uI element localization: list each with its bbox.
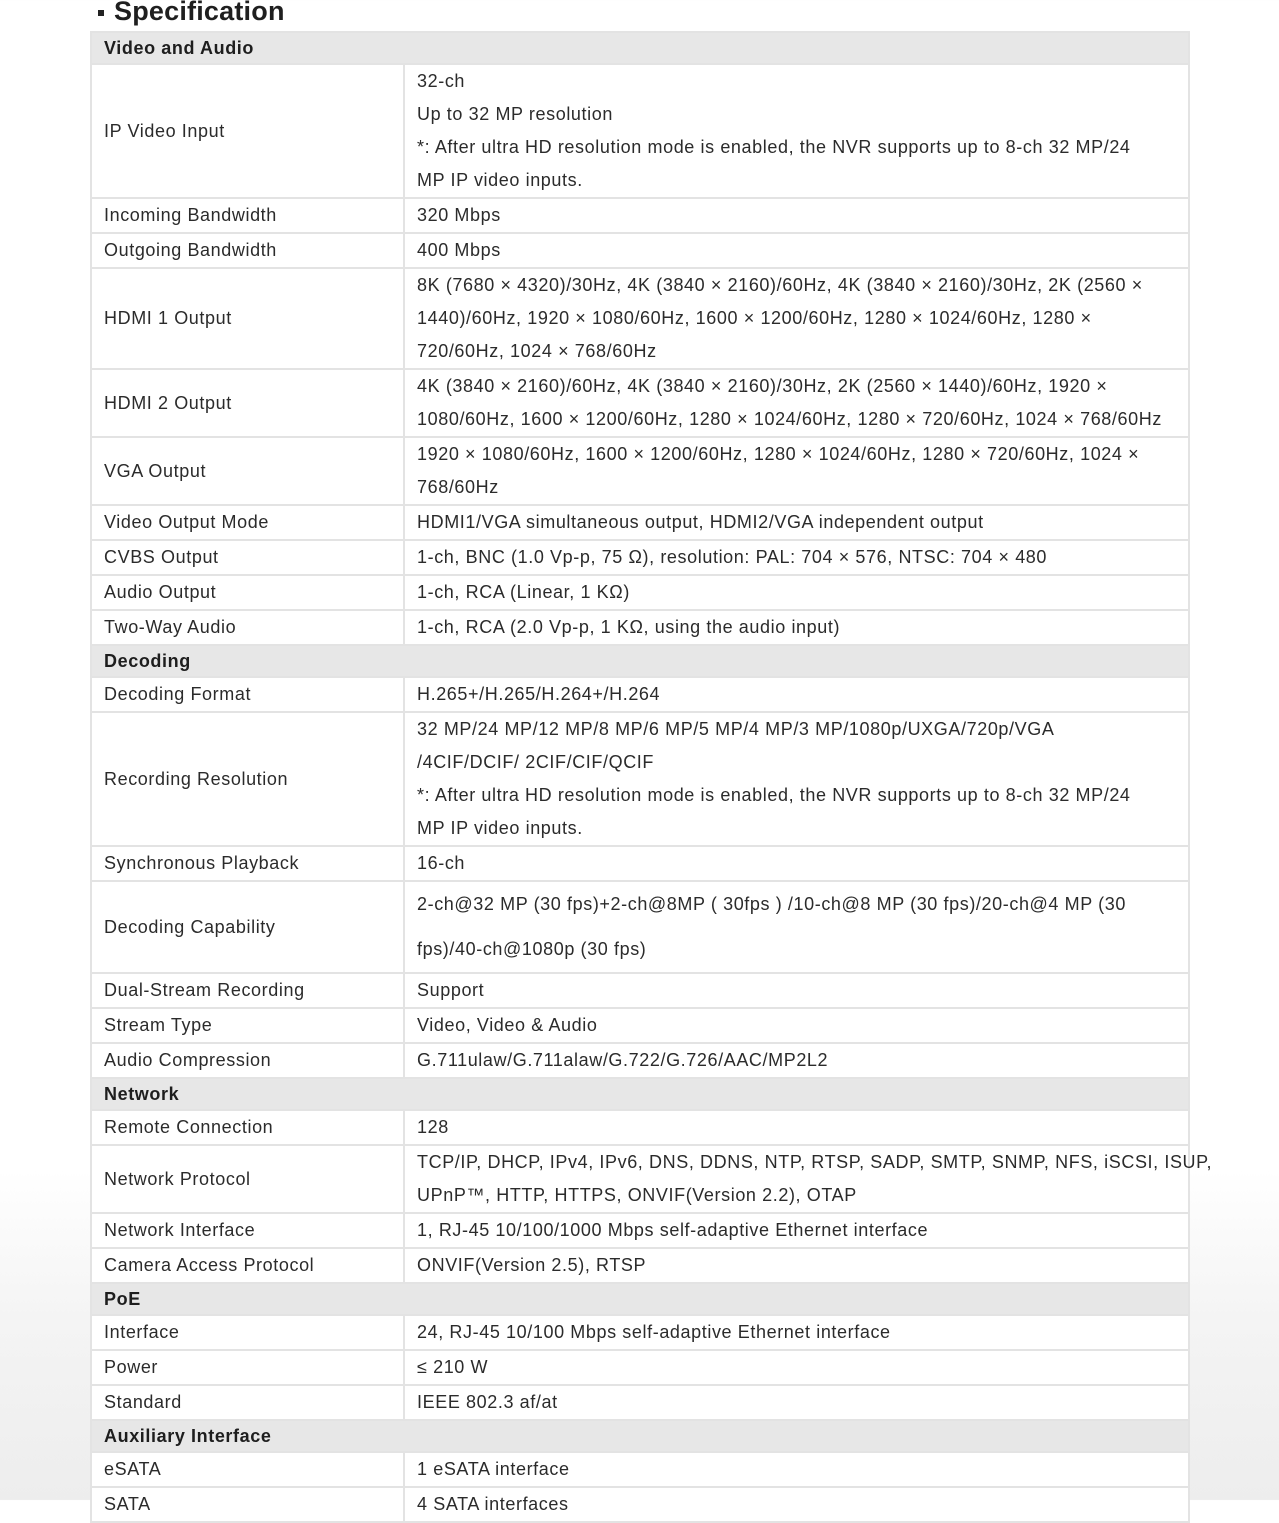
spec-value-line: 2-ch@32 MP (30 fps)+2-ch@8MP ( 30fps ) /10-ch@8 MP (30 fps)/20-ch@4 MP (30 xyxy=(417,894,1126,914)
spec-row xyxy=(91,575,1189,610)
spec-value xyxy=(404,64,1189,198)
spec-value xyxy=(404,1315,1189,1350)
spec-value-line: ONVIF(Version 2.5), RTSP xyxy=(417,1255,647,1275)
section-header-row xyxy=(91,1420,1189,1452)
spec-row xyxy=(91,1385,1189,1420)
spec-value-line: 4K (3840 × 2160)/60Hz, 4K (3840 × 2160)/30Hz, 2K (2560 × 1440)/60Hz, 1920 × xyxy=(417,376,1108,396)
spec-value xyxy=(404,1248,1189,1283)
spec-row xyxy=(91,437,1189,505)
spec-label: Remote Connection xyxy=(91,1110,404,1145)
spec-label: eSATA xyxy=(91,1452,404,1487)
spec-value xyxy=(404,1385,1189,1420)
spec-row xyxy=(91,881,1189,973)
spec-row xyxy=(91,677,1189,712)
spec-value-line: Video, Video & Audio xyxy=(417,1015,598,1035)
spec-value xyxy=(404,1452,1189,1487)
spec-value-line: 720/60Hz, 1024 × 768/60Hz xyxy=(417,341,657,361)
spec-label: Power xyxy=(91,1350,404,1385)
section-title: Auxiliary Interface xyxy=(91,1420,1189,1452)
spec-value-line: 128 xyxy=(417,1117,449,1137)
spec-label: Stream Type xyxy=(91,1008,404,1043)
spec-value xyxy=(404,1350,1189,1385)
spec-label: Interface xyxy=(91,1315,404,1350)
spec-row xyxy=(91,1350,1189,1385)
spec-value-line: /4CIF/DCIF/ 2CIF/CIF/QCIF xyxy=(417,752,655,772)
spec-heading xyxy=(98,0,285,28)
spec-row xyxy=(91,846,1189,881)
spec-value-line: Up to 32 MP resolution xyxy=(417,104,613,124)
spec-value-line: IEEE 802.3 af/at xyxy=(417,1392,558,1412)
page-title: Specification xyxy=(114,0,285,26)
spec-value xyxy=(404,712,1189,846)
spec-label: Decoding Format xyxy=(91,677,404,712)
spec-value xyxy=(404,1110,1189,1145)
spec-value xyxy=(404,610,1189,645)
spec-value xyxy=(404,505,1189,540)
spec-row xyxy=(91,712,1189,846)
spec-label: Recording Resolution xyxy=(91,712,404,846)
spec-value-line: 32-ch xyxy=(417,71,466,91)
spec-label: IP Video Input xyxy=(91,64,404,198)
spec-row xyxy=(91,1008,1189,1043)
spec-value-line: 768/60Hz xyxy=(417,477,499,497)
spec-label: Standard xyxy=(91,1385,404,1420)
spec-value-line: 1, RJ-45 10/100/1000 Mbps self-adaptive Ethernet interface xyxy=(417,1220,929,1240)
spec-value-line: 1920 × 1080/60Hz, 1600 × 1200/60Hz, 1280 × 1024/60Hz, 1280 × 720/60Hz, 1024 × xyxy=(417,444,1140,464)
spec-value-line: *: After ultra HD resolution mode is enabled, the NVR supports up to 8-ch 32 MP/24 xyxy=(417,785,1131,805)
spec-value-line: H.265+/H.265/H.264+/H.264 xyxy=(417,684,661,704)
spec-value-line: *: After ultra HD resolution mode is enabled, the NVR supports up to 8-ch 32 MP/24 xyxy=(417,137,1131,157)
spec-label: SATA xyxy=(91,1487,404,1522)
spec-label: Audio Compression xyxy=(91,1043,404,1078)
spec-row xyxy=(91,540,1189,575)
spec-value xyxy=(404,1043,1189,1078)
spec-value-line: UPnP™, HTTP, HTTPS, ONVIF(Version 2.2), OTAP xyxy=(417,1185,857,1205)
spec-value-line: 16-ch xyxy=(417,853,466,873)
spec-value-line: G.711ulaw/G.711alaw/G.722/G.726/AAC/MP2L2 xyxy=(417,1050,829,1070)
spec-value-line: MP IP video inputs. xyxy=(417,818,583,838)
section-header-row xyxy=(91,645,1189,677)
spec-value xyxy=(404,846,1189,881)
spec-row xyxy=(91,1043,1189,1078)
spec-value-line: 400 Mbps xyxy=(417,240,501,260)
spec-value xyxy=(404,1213,1189,1248)
spec-label: Network Interface xyxy=(91,1213,404,1248)
section-title: PoE xyxy=(91,1283,1189,1315)
section-header-row xyxy=(91,1283,1189,1315)
spec-value-line: ≤ 210 W xyxy=(417,1357,489,1377)
spec-label: Audio Output xyxy=(91,575,404,610)
spec-value-line: Support xyxy=(417,980,485,1000)
spec-value xyxy=(404,1008,1189,1043)
spec-value xyxy=(404,233,1189,268)
spec-row xyxy=(91,1315,1189,1350)
spec-value-line: TCP/IP, DHCP, IPv4, IPv6, DNS, DDNS, NTP, RTSP, SADP, SMTP, SNMP, NFS, iSCSI, ISUP, xyxy=(417,1152,1213,1172)
spec-value xyxy=(404,1487,1189,1522)
spec-label: Video Output Mode xyxy=(91,505,404,540)
section-header-row xyxy=(91,1078,1189,1110)
spec-row xyxy=(91,1452,1189,1487)
spec-label: Two-Way Audio xyxy=(91,610,404,645)
spec-value xyxy=(404,1145,1213,1213)
spec-row xyxy=(91,1248,1189,1283)
spec-value xyxy=(404,369,1189,437)
spec-value-line: 1-ch, RCA (Linear, 1 KΩ) xyxy=(417,582,630,602)
spec-value-line: 1080/60Hz, 1600 × 1200/60Hz, 1280 × 1024/60Hz, 1280 × 720/60Hz, 1024 × 768/60Hz xyxy=(417,409,1162,429)
spec-row xyxy=(91,64,1189,198)
spec-label: Outgoing Bandwidth xyxy=(91,233,404,268)
spec-value xyxy=(404,198,1189,233)
spec-label: CVBS Output xyxy=(91,540,404,575)
spec-value xyxy=(404,268,1189,369)
spec-value-line: 1-ch, BNC (1.0 Vp-p, 75 Ω), resolution: PAL: 704 × 576, NTSC: 704 × 480 xyxy=(417,547,1048,567)
spec-label: Dual-Stream Recording xyxy=(91,973,404,1008)
spec-value xyxy=(404,437,1189,505)
section-header-row xyxy=(91,32,1189,64)
spec-value-line: 1 eSATA interface xyxy=(417,1459,570,1479)
spec-value xyxy=(404,540,1189,575)
spec-row xyxy=(91,973,1189,1008)
spec-label: Incoming Bandwidth xyxy=(91,198,404,233)
spec-row xyxy=(91,198,1189,233)
spec-row xyxy=(91,1487,1189,1522)
spec-row xyxy=(91,1145,1189,1213)
spec-value-line: 320 Mbps xyxy=(417,205,501,225)
section-title: Video and Audio xyxy=(91,32,1189,64)
spec-row xyxy=(91,268,1189,369)
spec-value-line: MP IP video inputs. xyxy=(417,170,583,190)
spec-label: HDMI 1 Output xyxy=(91,268,404,369)
spec-label: HDMI 2 Output xyxy=(91,369,404,437)
spec-value xyxy=(404,677,1189,712)
spec-value-line: 24, RJ-45 10/100 Mbps self-adaptive Ethernet interface xyxy=(417,1322,891,1342)
spec-value xyxy=(404,575,1189,610)
spec-label: Camera Access Protocol xyxy=(91,1248,404,1283)
spec-label: Synchronous Playback xyxy=(91,846,404,881)
spec-label: VGA Output xyxy=(91,437,404,505)
spec-value-line: fps)/40-ch@1080p (30 fps) xyxy=(417,939,647,959)
spec-value-line: HDMI1/VGA simultaneous output, HDMI2/VGA independent output xyxy=(417,512,984,532)
spec-value-line: 32 MP/24 MP/12 MP/8 MP/6 MP/5 MP/4 MP/3 MP/1080p/UXGA/720p/VGA xyxy=(417,719,1055,739)
spec-table-body xyxy=(91,32,1213,1522)
section-title: Network xyxy=(91,1078,1189,1110)
spec-row xyxy=(91,1110,1189,1145)
spec-value xyxy=(404,973,1189,1008)
spec-value-line: 1-ch, RCA (2.0 Vp-p, 1 KΩ, using the audio input) xyxy=(417,617,841,637)
spec-row xyxy=(91,505,1189,540)
spec-value-line: 4 SATA interfaces xyxy=(417,1494,569,1514)
spec-label: Decoding Capability xyxy=(91,881,404,973)
heading-bullet-icon xyxy=(98,10,104,16)
spec-table xyxy=(90,31,1213,1523)
spec-row xyxy=(91,369,1189,437)
spec-value-line: 1440)/60Hz, 1920 × 1080/60Hz, 1600 × 1200/60Hz, 1280 × 1024/60Hz, 1280 × xyxy=(417,308,1092,328)
spec-row xyxy=(91,610,1189,645)
spec-row xyxy=(91,233,1189,268)
spec-value xyxy=(404,881,1189,973)
spec-value-line: 8K (7680 × 4320)/30Hz, 4K (3840 × 2160)/60Hz, 4K (3840 × 2160)/30Hz, 2K (2560 × xyxy=(417,275,1143,295)
section-title: Decoding xyxy=(91,645,1189,677)
spec-row xyxy=(91,1213,1189,1248)
spec-label: Network Protocol xyxy=(91,1145,404,1213)
